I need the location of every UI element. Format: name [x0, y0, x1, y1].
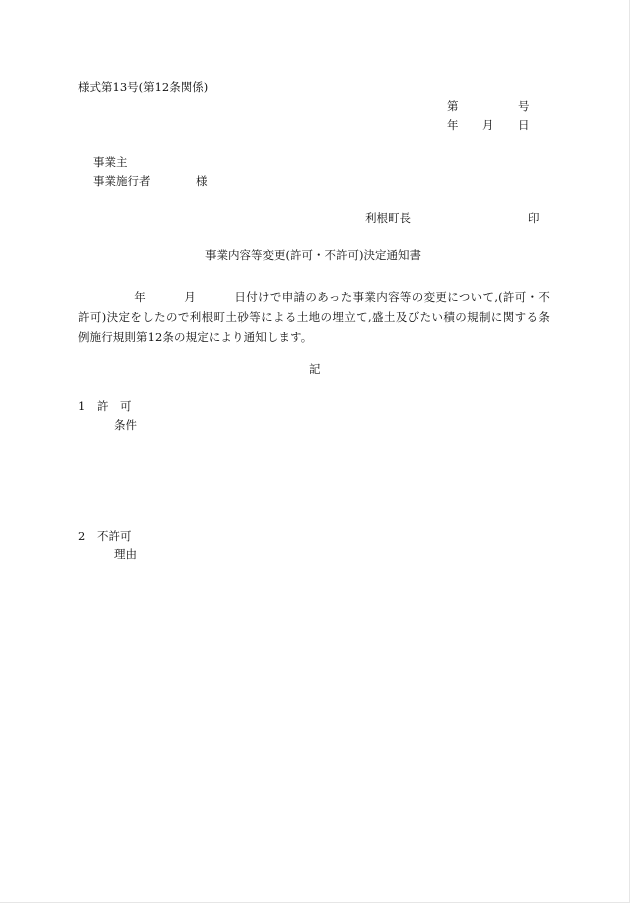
- body-text: 日付けで申請のあった事業内容等の変更について,(許可・不許可)決定をしたので利根町土砂等による土地の埋立て,盛土及びたい積の規制に関する条例施行規則第12条の規定により通知します。: [78, 290, 551, 344]
- ki-heading: 記: [309, 362, 321, 376]
- body-month-label: 月: [184, 290, 197, 304]
- section-2-number: 2: [78, 529, 86, 543]
- date-day-label: 日: [518, 118, 530, 132]
- issuer-name: 利根町長: [365, 211, 411, 225]
- document-title: 事業内容等変更(許可・不許可)決定通知書: [205, 248, 421, 262]
- section-1-number: 1: [78, 399, 86, 413]
- section-2-reason: 理由: [114, 547, 137, 561]
- doc-number-suffix: 号: [518, 99, 530, 113]
- section-1-conditions: 条件: [114, 418, 137, 432]
- body-year-label: 年: [134, 290, 147, 304]
- issuer-seal: 印: [528, 211, 540, 225]
- section-2-heading: 不許可: [97, 529, 132, 543]
- body-paragraph: [78, 287, 550, 347]
- date-year-label: 年: [447, 118, 459, 132]
- date-month-label: 月: [482, 118, 494, 132]
- doc-number-prefix: 第: [447, 99, 459, 113]
- addressee-honorific: 様: [196, 174, 208, 188]
- addressee-business-owner: 事業主: [93, 155, 128, 169]
- section-1-heading: 許 可: [97, 399, 132, 413]
- addressee-project-executor: 事業施行者: [93, 174, 151, 188]
- form-number: 様式第13号(第12条関係): [78, 80, 209, 94]
